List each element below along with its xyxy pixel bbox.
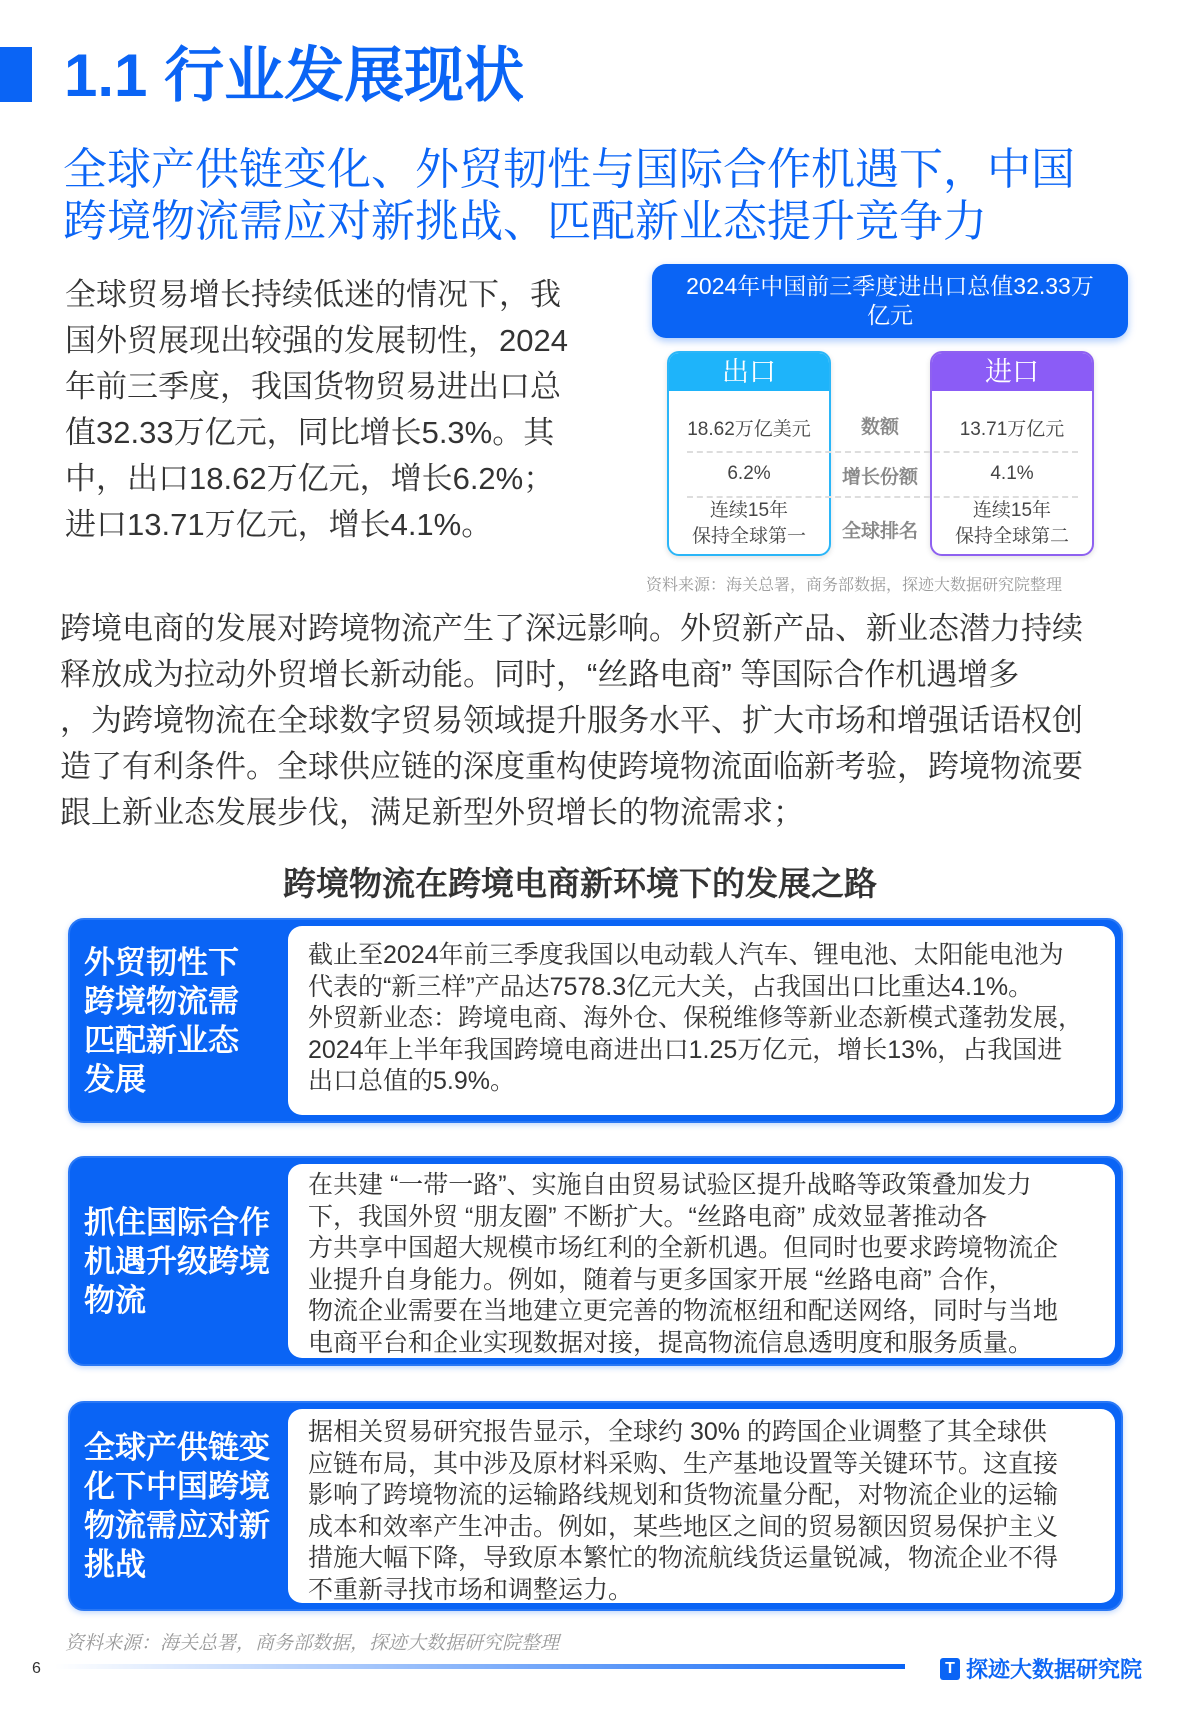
- box-body-line: 电商平台和企业实现数据对接，提高物流信息透明度和服务质量。: [308, 1328, 1034, 1357]
- box-body-line: 物流企业需要在当地建立更完善的物流枢纽和配送网络，同时与当地: [308, 1297, 1059, 1325]
- import-rank-line: 连续15年: [972, 500, 1052, 521]
- box-title-line: 全球产供链变: [84, 1430, 270, 1465]
- body-paragraph: [60, 606, 1083, 836]
- import-rank-line: 保持全球第二: [954, 526, 1069, 547]
- box-body-line: 应链布局，其中涉及原材料采购、生产基地设置等关键环节。这直接: [308, 1449, 1059, 1478]
- export-card-title: 出口: [669, 353, 829, 391]
- box-body-line: 外贸新业态：跨境电商、海外仓、保税维修等新业态新模式蓬勃发展，: [308, 1004, 1084, 1032]
- stats-source: 资料来源：海关总署，商务部数据，探迹大数据研究院整理: [646, 577, 1063, 594]
- intro-paragraph: [65, 272, 568, 548]
- title-accent-bar: [0, 47, 32, 102]
- export-growth: 6.2%: [727, 463, 771, 484]
- box-title-line: 挑战: [84, 1547, 146, 1582]
- subtitle-line: 全球产供链变化、外贸韧性与国际合作机遇下，中国: [63, 145, 1075, 194]
- paragraph-line: 造了有利条件。全球供应链的深度重构使跨境物流面临新考验，跨境物流要: [60, 749, 1083, 784]
- label-rank: 全球排名: [841, 521, 918, 542]
- info-box-body: [288, 926, 1115, 1115]
- paragraph-line: 跨境电商的发展对跨境物流产生了深远影响。外贸新产品、新业态潜力持续: [60, 611, 1083, 646]
- row-divider: [687, 496, 1078, 498]
- import-growth: 4.1%: [990, 463, 1034, 484]
- paragraph-line: ，为跨境物流在全球数字贸易领域提升服务水平、扩大市场和增强话语权创: [60, 703, 1083, 738]
- paragraph-line: 释放成为拉动外贸增长新动能。同时，“丝路电商” 等国际合作机遇增多: [60, 657, 1020, 692]
- export-amount: 18.62万亿美元: [687, 419, 811, 440]
- box-title-line: 抓住国际合作: [84, 1204, 270, 1240]
- row-divider: [687, 451, 1078, 453]
- intro-line: 进口13.71万亿元，增长4.1%。: [65, 507, 493, 542]
- info-box-title: [84, 1403, 284, 1609]
- page-number: 6: [32, 1660, 41, 1677]
- box-body-line: 下，我国外贸 “朋友圈” 不断扩大。“丝路电商” 成效显著推动各: [308, 1202, 988, 1231]
- intro-line: 全球贸易增长持续低迷的情况下，我: [65, 277, 561, 312]
- box-body-line: 在共建 “一带一路”、实施自由贸易试验区提升战略等政策叠加发力: [308, 1171, 1032, 1199]
- paragraph-line: 跟上新业态发展步伐，满足新型外贸增长的物流需求；: [60, 795, 804, 830]
- brand-logo: [940, 1653, 1142, 1684]
- label-amount: 数额: [860, 417, 899, 438]
- box-body-line: 截止至2024年前三季度我国以电动载人汽车、锂电池、太阳能电池为: [308, 941, 1064, 969]
- export-rank-line: 保持全球第一: [691, 526, 806, 547]
- intro-line: 中，出口18.62万亿元，增长6.2%；: [65, 461, 555, 496]
- intro-line: 年前三季度，我国货物贸易进出口总: [65, 369, 561, 404]
- footer-divider: [55, 1664, 905, 1669]
- info-box-title: [84, 1158, 284, 1364]
- label-growth: 增长份额: [841, 467, 918, 488]
- logo-icon: T: [940, 1658, 960, 1680]
- box-title-line: 匹配新业态: [84, 1022, 239, 1058]
- stats-header-line: 亿元: [867, 302, 913, 328]
- page-subtitle: [63, 144, 1075, 248]
- box-title-line: 机遇升级跨境: [84, 1243, 270, 1279]
- import-card-title: 进口: [932, 353, 1092, 391]
- box-title-line: 发展: [84, 1061, 146, 1097]
- stats-header: [652, 264, 1128, 338]
- box-body-line: 据相关贸易研究报告显示，全球约 30% 的跨国企业调整了其全球供: [308, 1418, 1047, 1446]
- info-box: [68, 1401, 1123, 1611]
- info-box-body: [288, 1164, 1115, 1358]
- box-title-line: 外贸韧性下: [84, 944, 239, 980]
- info-box: [68, 1156, 1123, 1366]
- import-amount: 13.71万亿元: [959, 419, 1065, 440]
- box-body-line: 出口总值的5.9%。: [308, 1067, 515, 1095]
- import-rank: [932, 498, 1092, 550]
- box-body-line: 成本和效率产生冲击。例如，某些地区之间的贸易额因贸易保护主义: [308, 1512, 1059, 1541]
- intro-line: 值32.33万亿元，同比增长5.3%。其: [65, 415, 555, 450]
- subtitle-line: 跨境物流需应对新挑战、匹配新业态提升竞争力: [63, 197, 987, 246]
- box-body-line: 影响了跨境物流的运输路线规划和货物流量分配，对物流企业的运输: [308, 1481, 1059, 1509]
- export-rank-line: 连续15年: [709, 500, 789, 521]
- box-body-line: 2024年上半年我国跨境电商进出口1.25万亿元，增长13%，占我国进: [308, 1035, 1063, 1064]
- export-rank: [669, 498, 829, 550]
- box-body-line: 方共享中国超大规模市场红利的全新机遇。但同时也要求跨境物流企: [308, 1234, 1059, 1262]
- box-body-line: 措施大幅下降，导致原本繁忙的物流航线货运量锐减，物流企业不得: [308, 1544, 1059, 1572]
- info-box-title: [84, 920, 284, 1121]
- info-box-body: [288, 1409, 1115, 1603]
- page-title: 1.1 行业发展现状: [64, 42, 525, 109]
- intro-line: 国外贸展现出较强的发展韧性，2024: [65, 323, 568, 358]
- box-body-line: 代表的“新三样”产品达7578.3亿元大关，占我国出口比重达4.1%。: [308, 972, 1034, 1001]
- box-title-line: 化下中国跨境: [84, 1469, 270, 1504]
- box-title-line: 物流需应对新: [84, 1508, 270, 1543]
- logo-text: 探迹大数据研究院: [966, 1657, 1143, 1682]
- info-box: [68, 918, 1123, 1123]
- footer-source: 资料来源：海关总署，商务部数据，探迹大数据研究院整理: [65, 1633, 560, 1654]
- box-title-line: 跨境物流需: [84, 983, 239, 1019]
- box-body-line: 不重新寻找市场和调整运力。: [308, 1575, 634, 1604]
- section-heading: 跨境物流在跨境电商新环境下的发展之路: [283, 865, 877, 902]
- box-body-line: 业提升自身能力。例如，随着与更多国家开展 “丝路电商” 合作，: [308, 1265, 1014, 1294]
- import-card: [930, 351, 1094, 556]
- box-title-line: 物流: [84, 1282, 146, 1318]
- stats-header-line: 2024年中国前三季度进出口总值32.33万: [686, 273, 1094, 299]
- export-card: [667, 351, 831, 556]
